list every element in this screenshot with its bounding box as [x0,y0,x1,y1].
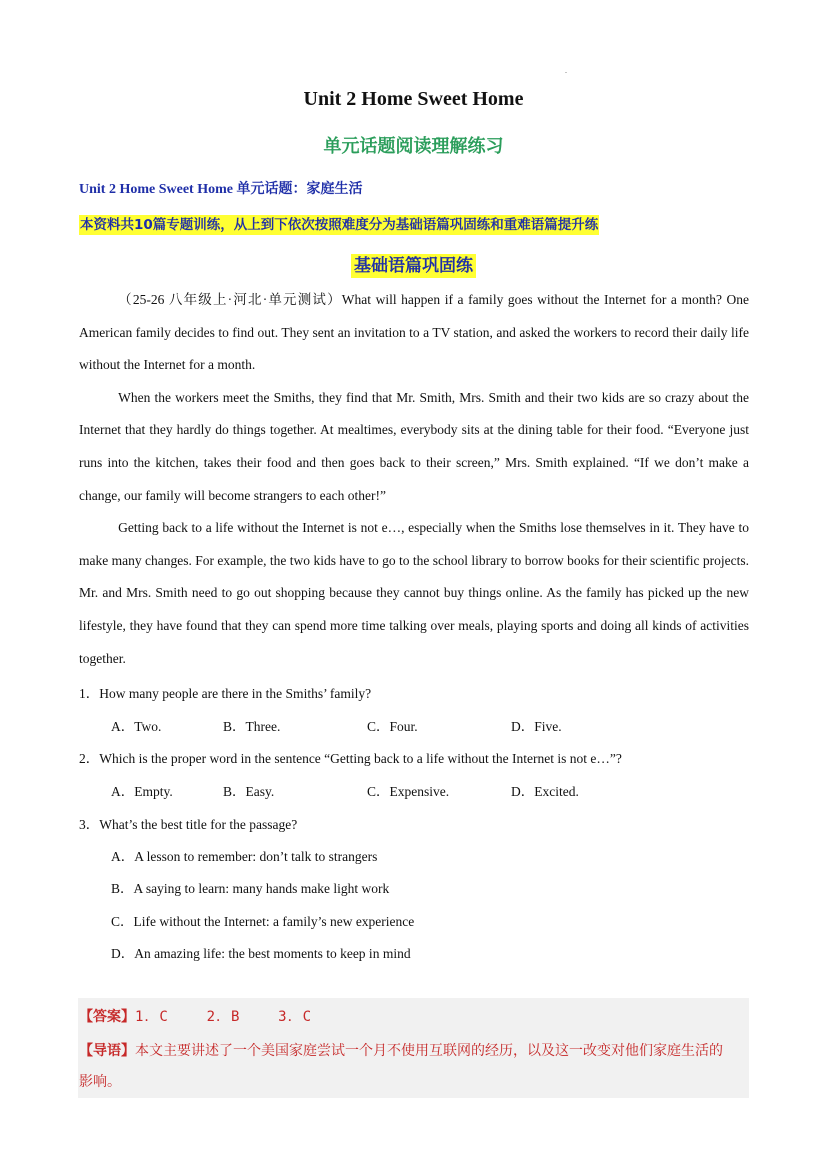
notice-banner [79,214,747,236]
unit-topic: Unit 2 Home Sweet Home 单元话题：家庭生活 [79,182,363,197]
question-stem: 3．What’s the best title for the passage? [79,817,298,832]
guide-tag: 【导语】 [79,1043,135,1059]
question-option: A．Empty. [111,784,173,799]
page-title: Unit 2 Home Sweet Home [303,88,524,110]
header-dot: . [565,66,567,75]
passage-paragraph: （25-26 八年级上·河北·单元测试）What will happen if a family goes without the Internet for a month? One American family decides to find out. They sent an invitation to a TV station, and asked the workers to record their daily life without the Internet for a month. [79,292,749,373]
question-option: B．Easy. [223,784,275,799]
notice-text: 本资料共10篇专题训练，从上到下依次按照难度分为基础语篇巩固练和重难语篇提升练 [80,217,599,233]
section-heading [0,251,827,276]
guide-line-2 [79,1071,121,1091]
question-option: D．An amazing life: the best moments to keep in mind [111,946,411,961]
answer-line [79,1006,312,1026]
answer-keys: 1．C 2．B 3．C [135,1009,313,1025]
guide-text-2: 影响。 [79,1074,121,1090]
question-option: B．Three. [223,719,281,734]
reading-passage [79,284,749,675]
question-stem: 1．How many people are there in the Smiths’ family? [79,686,372,701]
question-option: C．Expensive. [367,784,450,799]
passage-paragraph: When the workers meet the Smiths, they find that Mr. Smith, Mrs. Smith and their two kids are so crazy about the Internet that they hardly do things together. At mealtimes, everybody sits at the dining table for their food. “Everyone just runs into the kitchen, takes their food and then goes back to their screen,” Mrs. Smith explained. “If we don’t make a change, our family will become strangers to each other!” [79,389,749,503]
guide-line [79,1040,723,1060]
question-option: A．Two. [111,719,162,734]
question-option: D．Excited. [511,784,579,799]
section-heading-text: 基础语篇巩固练 [351,254,476,278]
passage-paragraph: Getting back to a life without the Internet is not e…, especially when the Smiths lose themselves in it. They have to make many changes. For example, the two kids have to go to the school library to borrow books for their scientific projects. Mr. and Mrs. Smith need to go out shopping because they cannot buy things online. As the family has picked up the new lifestyle, they have found that they can spend more time talking over meals, playing sports and doing all kinds of activities together. [79,520,749,666]
question-stem: 2．Which is the proper word in the sentence “Getting back to a life without the Internet is not e…”? [79,751,622,766]
question-option: C．Four. [367,719,418,734]
question-option: D．Five. [511,719,562,734]
question-option: A．A lesson to remember: don’t talk to strangers [111,849,378,864]
answer-tag: 【答案】 [79,1009,135,1025]
page-subtitle: 单元话题阅读理解练习 [323,136,504,157]
question-option: B．A saying to learn: many hands make light work [111,881,390,896]
guide-text-1: 本文主要讲述了一个美国家庭尝试一个月不使用互联网的经历，以及这一改变对他们家庭生活的 [135,1043,723,1059]
question-option: C．Life without the Internet: a family’s new experience [111,914,415,929]
